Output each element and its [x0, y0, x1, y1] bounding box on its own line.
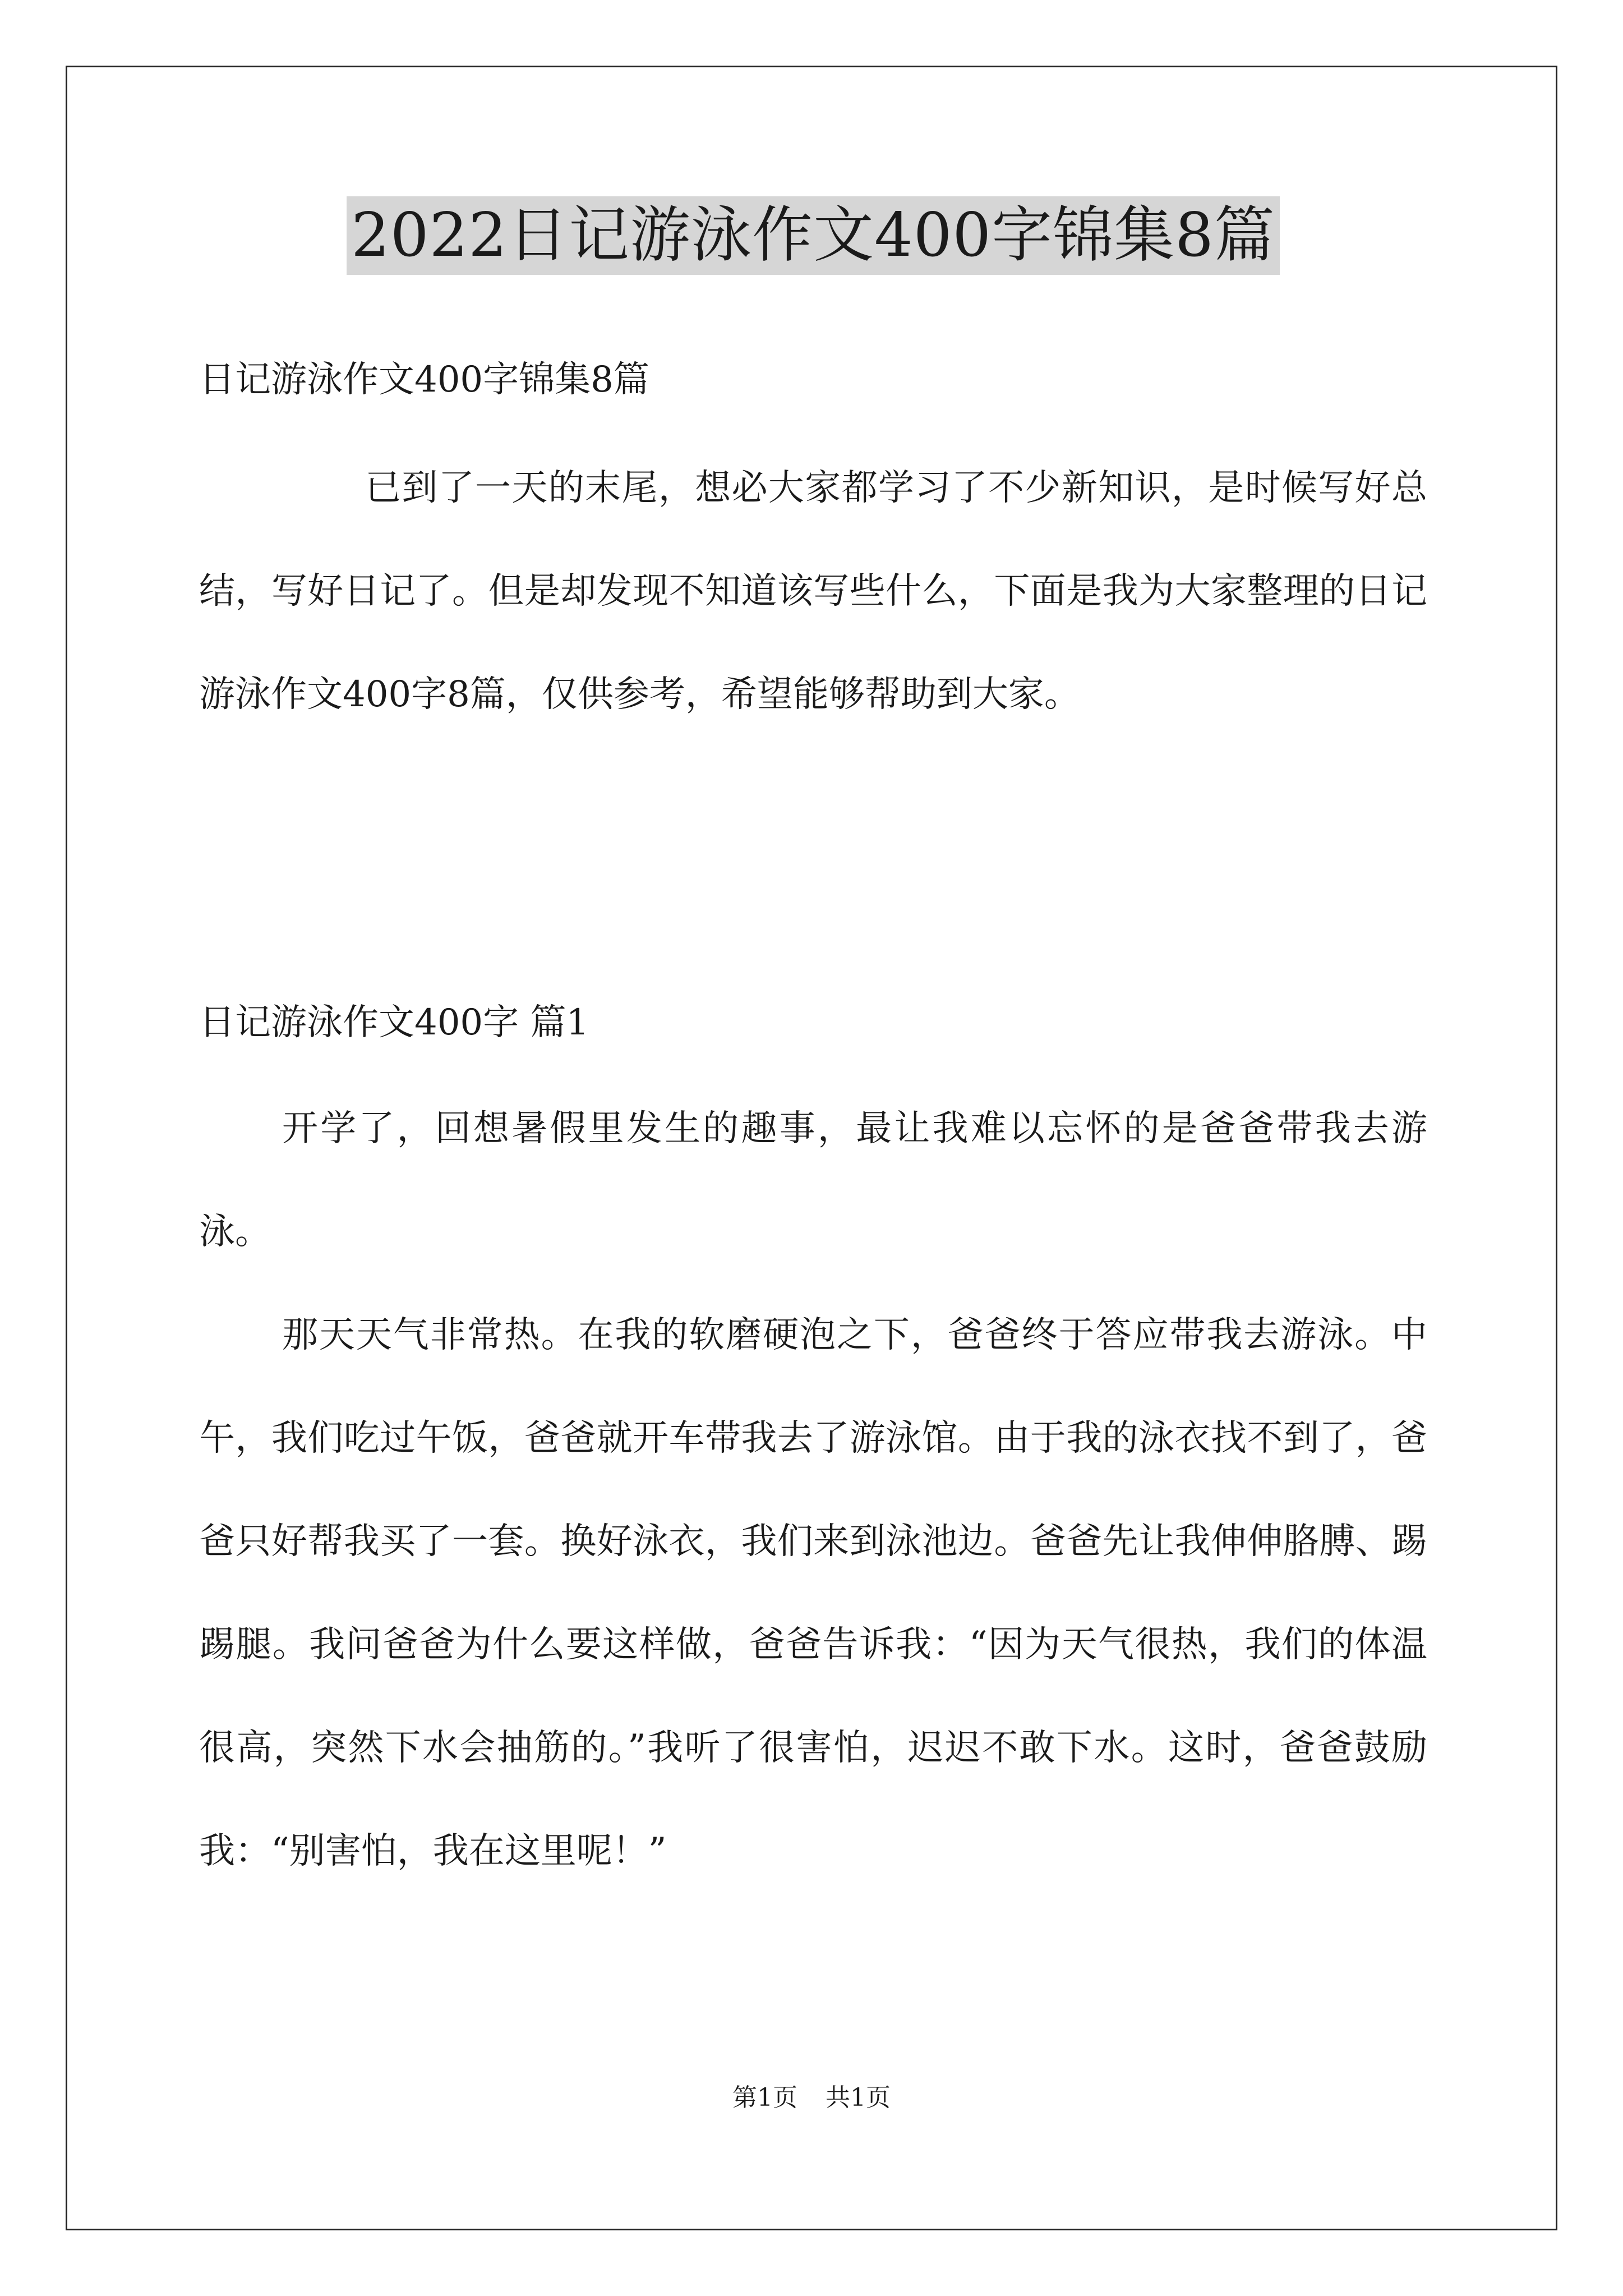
body-paragraph-1: 开学了，回想暑假里发生的趣事，最让我难以忘怀的是爸爸带我去游泳。: [199, 1108, 1427, 1253]
body-paragraph-2: 那天天气非常热。在我的软磨硬泡之下，爸爸终于答应带我去游泳。中午，我们吃过午饭，爸爸就开车带我去了游泳馆。由于我的泳衣找不到了，爸爸只好帮我买了一套。换好泳衣，我们来到泳池边。爸爸先让我伸伸胳膊、踢踢腿。我问爸爸为什么要这样做，爸爸告诉我：“因为天气很热，我们的体温很高，突然下水会抽筋的。”我听了很害怕，迟迟不敢下水。这时，爸爸鼓励我：“别害怕，我在这里呢！”: [199, 1314, 1427, 1872]
document-subtitle: 日记游泳作文400字锦集8篇: [199, 359, 649, 401]
document-title: [199, 196, 1427, 275]
page-footer: [0, 2081, 1623, 2115]
page-total: 共1页: [826, 2083, 891, 2112]
intro-paragraph: 已到了一天的末尾，想必大家都学习了不少新知识，是时候写好总结，写好日记了。但是却发现不知道该写些什么，下面是我为大家整理的日记游泳作文400字8篇，仅供参考，希望能够帮助到大家。: [199, 467, 1427, 715]
document-title-text: 2022日记游泳作文400字锦集8篇: [347, 196, 1280, 275]
page-number: 第1页: [732, 2083, 797, 2112]
section-heading: 日记游泳作文400字 篇1: [199, 1002, 589, 1043]
